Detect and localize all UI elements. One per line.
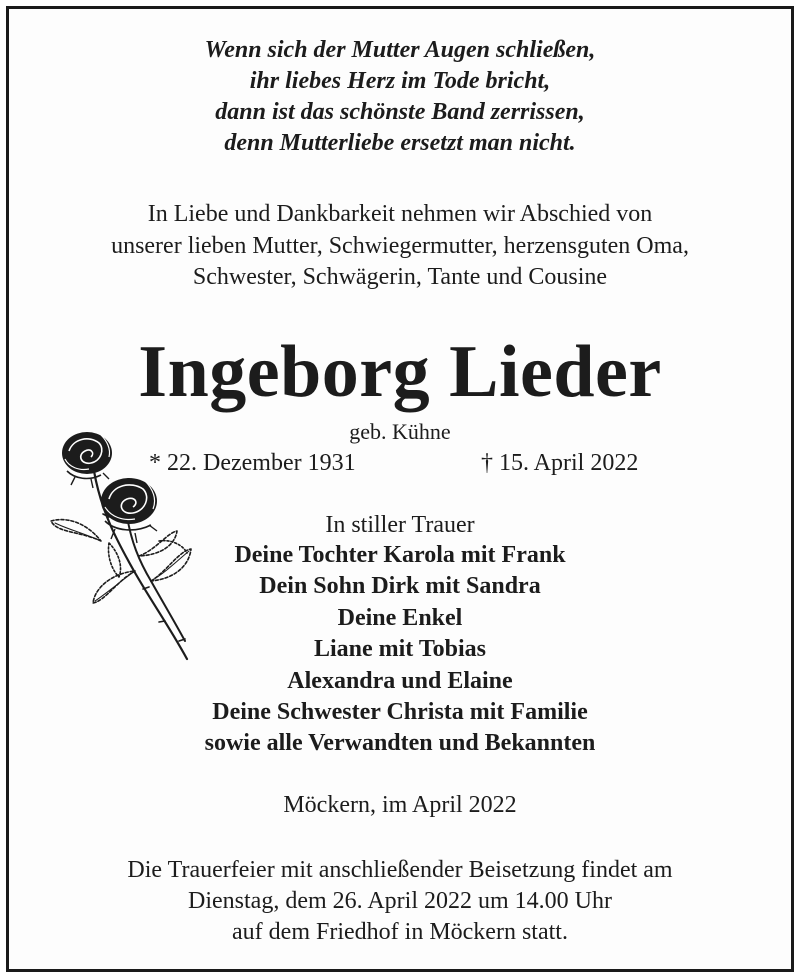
deceased-name: Ingeborg Lieder [138,331,662,413]
mourner-entry: Deine Enkel [337,604,463,631]
obituary-frame [6,6,794,972]
funeral-line: auf dem Friedhof in Möckern statt. [232,919,568,945]
maiden-name: geb. Kühne [349,419,451,444]
mourner-entry: Dein Sohn Dirk mit Sandra [259,573,541,600]
funeral-line: Dienstag, dem 26. April 2022 um 14.00 Uhr [188,888,612,914]
funeral-line: Die Trauerfeier mit anschließender Beisetzung findet am [127,857,673,883]
mourning-heading: In stiller Trauer [325,512,475,538]
mourner-entry: Liane mit Tobias [313,636,487,663]
memorial-poem [9,35,791,159]
mourner-entry: Deine Schwester Christa mit Familie [212,699,588,726]
mourner-entry: sowie alle Verwandten und Bekannten [204,730,596,757]
poem-line: dann ist das schönste Band zerrissen, [215,99,585,125]
intro-line: unserer lieben Mutter, Schwiegermutter, herzensguten Oma, [111,232,689,259]
death-date: † 15. April 2022 [481,450,639,476]
birth-date: * 22. Dezember 1931 [149,450,356,476]
mourners-list [9,540,791,760]
poem-line: denn Mutterliebe ersetzt man nicht. [224,130,576,156]
poem-line: ihr liebes Herz im Tode bricht, [249,68,551,94]
mourner-entry: Deine Tochter Karola mit Frank [234,542,566,568]
farewell-intro [9,199,791,294]
funeral-details [9,855,791,948]
intro-line: In Liebe und Dankbarkeit nehmen wir Abschied von [147,201,653,227]
poem-line: Wenn sich der Mutter Augen schließen, [204,37,596,63]
intro-line: Schwester, Schwägerin, Tante und Cousine [192,264,608,290]
mourner-entry: Alexandra und Elaine [287,667,513,694]
place-and-date: Möckern, im April 2022 [283,792,517,818]
